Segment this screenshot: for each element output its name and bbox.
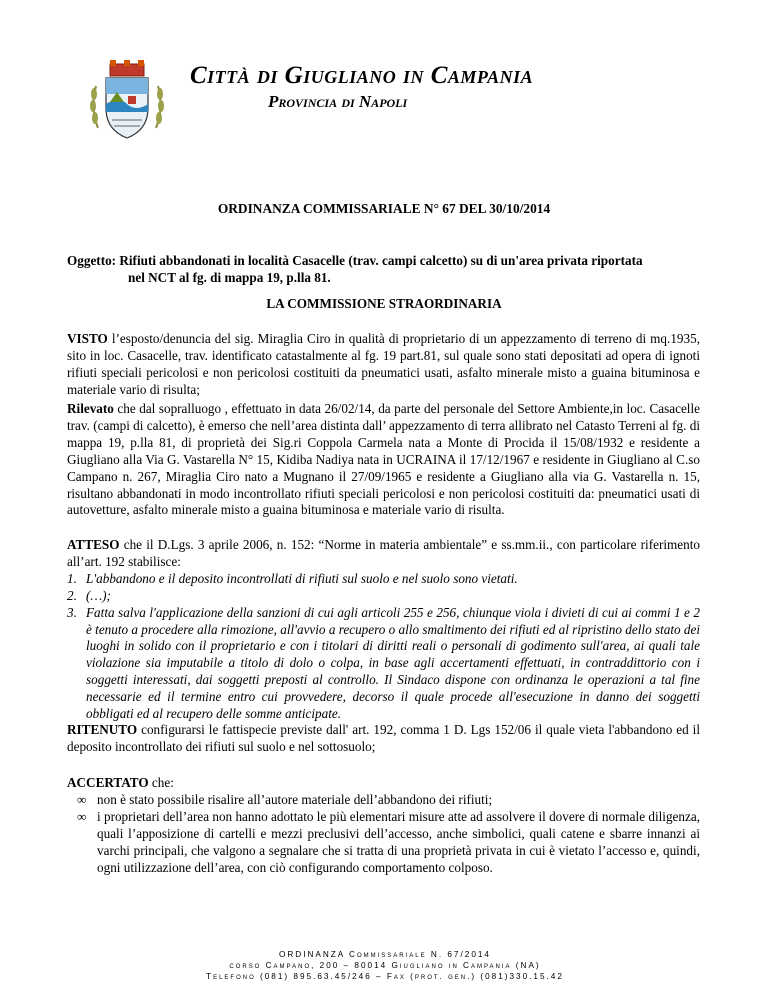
- subject-line-2: nel NCT al fg. di mappa 19, p.lla 81.: [128, 270, 331, 285]
- ordinance-title: ORDINANZA COMMISSARIALE N° 67 DEL 30/10/2014: [217, 201, 551, 216]
- footer-line-2: corso Campano, 200 – 80014 Giugliano in Campania (NA): [229, 961, 541, 970]
- list-item: [67, 588, 700, 605]
- ritenuto-paragraph: [67, 722, 700, 756]
- atteso-text: che il D.Lgs. 3 aprile 2006, n. 152: “Norme in materia ambientale” e ss.mm.ii., con particolare riferimento all’art. 192 stabilisce:: [67, 537, 700, 569]
- bullet-icon: ∞: [77, 791, 87, 807]
- list-item: [67, 792, 700, 809]
- accertato-text: che:: [148, 775, 174, 790]
- accertato-list: [67, 792, 700, 877]
- subject-line-1: Oggetto: Rifiuti abbandonati in località Casacelle (trav. campi calcetto) su di un'area privata riportata: [67, 253, 643, 268]
- list-item-text: Fatta salva l'applicazione della sanzioni di cui agli articoli 255 e 256, chiunque viola i divieti di cui ai commi 1 e 2 è tenuto a procedere alla rimozione, all'avvio a recupero o allo smaltimento dei rifiuti ed al ripristino dello stato dei luoghi in solido con il proprietario e con i titolari di diritti reali o personali di godimento sull'area, ai quali tale violazione sia imputabile a titolo di dolo o colpa, in base agli accertamenti effettuati, in contraddittorio con i soggetti interessati, dai soggetti preposti al controllo. Il Sindaco dispone con ordinanza le operazioni a tal fine necessarie ed il termine entro cui provvedere, decorso il quale procede all'esecuzione in danno dei soggetti obbligati ed al recupero delle somme anticipate.: [86, 604, 701, 722]
- list-item: [67, 809, 700, 877]
- commission-heading: LA COMMISSIONE STRAORDINARIA: [266, 296, 502, 311]
- visto-text: l’esposto/denuncia del sig. Miraglia Ciro in qualità di proprietario di un appezzamento di terreno di mq.1935, sito in loc. Casacelle, trav. identificato catastalmente al fg. 19 part.81, sul quale sono stati depositati ad opera di ignoti rifiuti speciali pericolosi e non pericolosi costituiti da pneumatici usati, asfalto minerale misto a guaina bituminosa e materiale vario di risulta;: [67, 331, 700, 397]
- list-item-text: L'abbandono e il deposito incontrollati di rifiuti sul suolo e nel suolo sono vietati.: [86, 570, 518, 586]
- city-name: Città di Giugliano in Campania: [190, 62, 534, 89]
- list-item-text: non è stato possibile risalire all’autore materiale dell’abbandono dei rifiuti;: [97, 791, 493, 807]
- ritenuto-lead: RITENUTO: [67, 722, 138, 737]
- list-item-number: 3.: [67, 604, 77, 620]
- atteso-lead: ATTESO: [67, 537, 120, 552]
- municipal-crest-icon: [84, 58, 170, 144]
- rilevato-paragraph: [67, 401, 700, 519]
- rilevato-text: che dal sopralluogo , effettuato in data 26/02/14, da parte del personale del Settore Ambiente,in loc. Casacelle trav. (campi di calcetto), è emerso che nell’area distinta dall’ appezzamento di terra allibrato nel Catasto Terreni al fg. di mappa 19, p.lla 81, di proprietà dei Sig.ri Coppola Carmela nata a Monte di Procida il 15/08/1932 e residente a Giugliano alla Via G. Vastarella N° 15, Kidiba Nadiya nata in UCRAINA il 17/12/1967 e residente in Giugliano al C.so Campano n. 267, Miraglia Ciro nato a Mugnano il 27/09/1965 e residente a Giugliano alla via G. Vastarella n. 15, risultano abbandonati in modo incontrollato rifiuti speciali pericolosi e non pericolosi costituiti da: pneumatici usati di autovetture, asfalto minerale misto a guaina bituminosa e materiale vario di risulta.: [67, 401, 700, 518]
- list-item-number: 1.: [67, 570, 77, 586]
- accertato-paragraph: [67, 775, 700, 876]
- footer-line-3: Telefono (081) 895.63.45/246 – Fax (prot. gen.) (081)330.15.42: [206, 972, 564, 981]
- rilevato-lead: Rilevato: [67, 401, 114, 416]
- visto-lead: VISTO: [67, 331, 108, 346]
- list-item-text: (…);: [86, 587, 111, 603]
- list-item: [67, 605, 700, 723]
- norm-list: [67, 571, 700, 723]
- province-name: Provincia di Napoli: [268, 92, 408, 111]
- bullet-icon: ∞: [77, 808, 87, 824]
- ritenuto-text: configurarsi le fattispecie previste dall' art. 192, comma 1 D. Lgs 152/06 il quale vieta l'abbandono ed il deposito incontrollato dei rifiuti sul suolo e nel sottosuolo;: [67, 722, 700, 754]
- list-item-number: 2.: [67, 587, 77, 603]
- accertato-lead: ACCERTATO: [67, 775, 149, 790]
- list-item-text: i proprietari dell’area non hanno adottato le più elementari misure atte ad assolvere il dovere di normale diligenza, quali l’apposizione di cartelli e mezzi preclusivi dell’accesso, anche simbolici, quali catene e sbarre innanzi ai varchi principali, che valgono a segnalare che si tratta di una proprietà privata in cui è vietato l’accesso e, quindi, ogni utilizzazione dell’area, con ciò configurando comportamento colposo.: [97, 808, 700, 875]
- atteso-paragraph: [67, 537, 700, 723]
- footer-line-1: ORDINANZA Commissariale N. 67/2014: [279, 950, 491, 959]
- page-footer: [60, 949, 710, 982]
- subject-block: [67, 252, 707, 286]
- list-item: [67, 571, 700, 588]
- visto-paragraph: [67, 331, 700, 399]
